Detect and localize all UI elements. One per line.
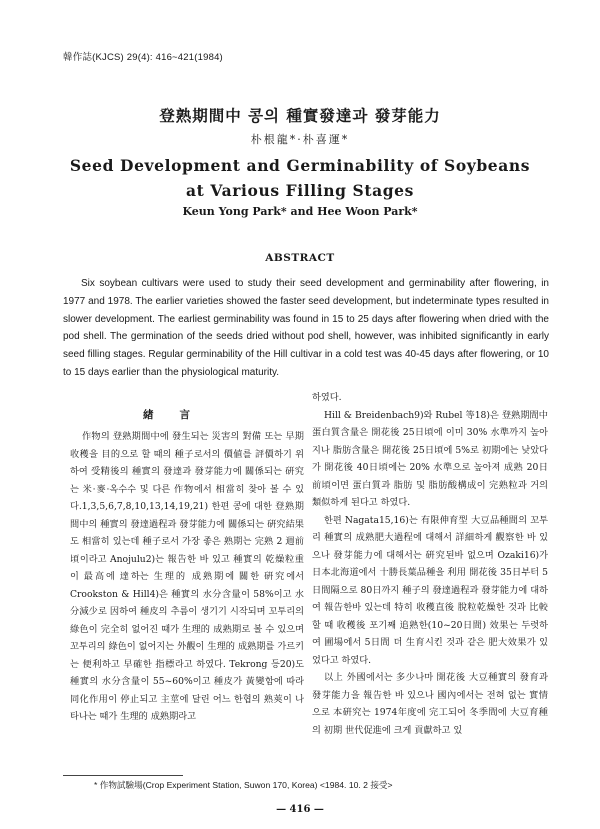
authors-korean: 朴根龍*·朴喜運*	[250, 133, 350, 146]
left-paragraph-1: 作物의 登熟期間中에 發生되는 災害의 對備 또는 早期收穫을 目的으로 할 때의 種子로서의 價値를 評價하기 위하여 受精後의 種實의 發達과 發芽能力에 關係되는 硏究는 米·麥·옥수수 및 다른 作物에서 相當히 찾아 볼 수 있다.1,3,5,6,7,8,10,13,14,19,21) 한편 콩에 대한 登熟期間中의 種實의 發達過程과 發芽能力에 關係되는 硏究結果도 相當히 있는데 種子로서 가장 좋은 熟期는 完熟 2 週前頃이라고 Anojulu2)는 報告한 바 있고 種實의 乾燥粒重이 最高에 達하는 生理的 成熟期에 關한 硏究에서 Crookston & Hill4)은 種實의 水分含量이 58%이고 水分減少로 因하여 種皮의 추름이 생기기 시작되며 꼬투리의 綠色이 完全히 없어진 때가 生理的 成熟期로 볼 수 있으며 꼬투리의 綠色이 없어지는 外觀이 生理的 成熟期를 가르키는 便利하고 早確한 指標라고 하였다. Tekrong 등20)도 種實의 水分含量이 55~60%이고 種皮가 黃變함에 따라 同化作用이 停止되고 主莖에 달린 어느 한협의 熟莢이 나타나는 때가 生理的 成熟期라고	[70, 431, 304, 722]
footnote-rule	[63, 775, 183, 776]
abstract-body: Six soybean cultivars were used to study their seed development and germinability after flowering, in 1977 and 1978. The earlier varieties showed the faster seed development, but indeterminate types resulted in slower development. The earliest germinability was found in 15 to 25 days after flowering when dried with the pod shell. The germination of the seeds dried without pod shell, however, was inhibited significantly in early seed filling stages. Regular germinability of the Hill cultivar in a cold test was 40-45 days after flowering, or 10 to 15 days earlier than the physiological maturity.	[63, 278, 549, 378]
authors-english: Keun Yong Park* and Hee Woon Park*	[182, 205, 418, 218]
right-column	[312, 389, 548, 739]
abstract-heading: ABSTRACT	[265, 252, 335, 264]
title-korean: 登熟期間中 콩의 種實發達과 發芽能力	[159, 106, 441, 125]
title-english	[0, 153, 600, 203]
right-paragraph-1: 하였다.	[312, 392, 342, 403]
section-heading-introduction: 緖言	[143, 409, 216, 421]
right-paragraph-4: 以上 外國에서는 多少나마 開花後 大豆種實의 發育과 發芽能力을 報告한 바 있으나 國內에서는 전혀 없는 實情으로 本硏究는 1974年度에 完工되어 冬季間에 大豆育種의 初期 世代促進에 크게 貢獻하고 있	[312, 672, 548, 736]
title-english-line-1: Seed Development and Germinability of Soybeans	[69, 156, 531, 175]
right-paragraph-3: 한편 Nagata15,16)는 有限伸育型 大豆品種間의 꼬투리 種實의 成熟肥大過程에 대해서 詳細하게 觀察한 바 있으나 發芽能力에 대해서는 硏究된바 없으며 Ozaki16)가 日本北海道에서 十勝長葉品種을 利用 開花後 35日부터 5日間隔으로 80日까지 種子의 發達過程과 發芽能力에 대하여 報告한바 있는데 特히 收穫直後 脫粒乾燥한 것과 比較할 때 收穫後 포기째 追熟한(10~20日間) 效果는 두렷하여 圃場에서 5日間 더 生育시킨 것과 같은 肥大效果가 있었다고 하였다.	[312, 514, 548, 666]
footnote: * 作物試驗場(Crop Experiment Station, Suwon 170, Korea) <1984. 10. 2 接受>	[94, 780, 393, 790]
title-english-line-2: at Various Filling Stages	[186, 181, 414, 200]
right-paragraph-2: Hill & Breidenbach9)와 Rubel 等18)은 登熟期間中 蛋白質含量은 開花後 25日頃에 이미 30% 水準까지 높아지나 脂肪含量은 開花後 25日頃에 5%로 初期에는 낮았다가 開花後 40日頃에는 20% 水準으로 높아져 成熟 20日前頃이면 蛋白質과 脂肪 및 脂肪酸構成이 完熟粒과 거의 類似하게 된다고 하였다.	[312, 409, 548, 508]
page-number: — 416 —	[276, 804, 324, 815]
left-column	[70, 428, 304, 726]
journal-citation: 韓作誌(KJCS) 29(4): 416~421(1984)	[63, 52, 223, 63]
